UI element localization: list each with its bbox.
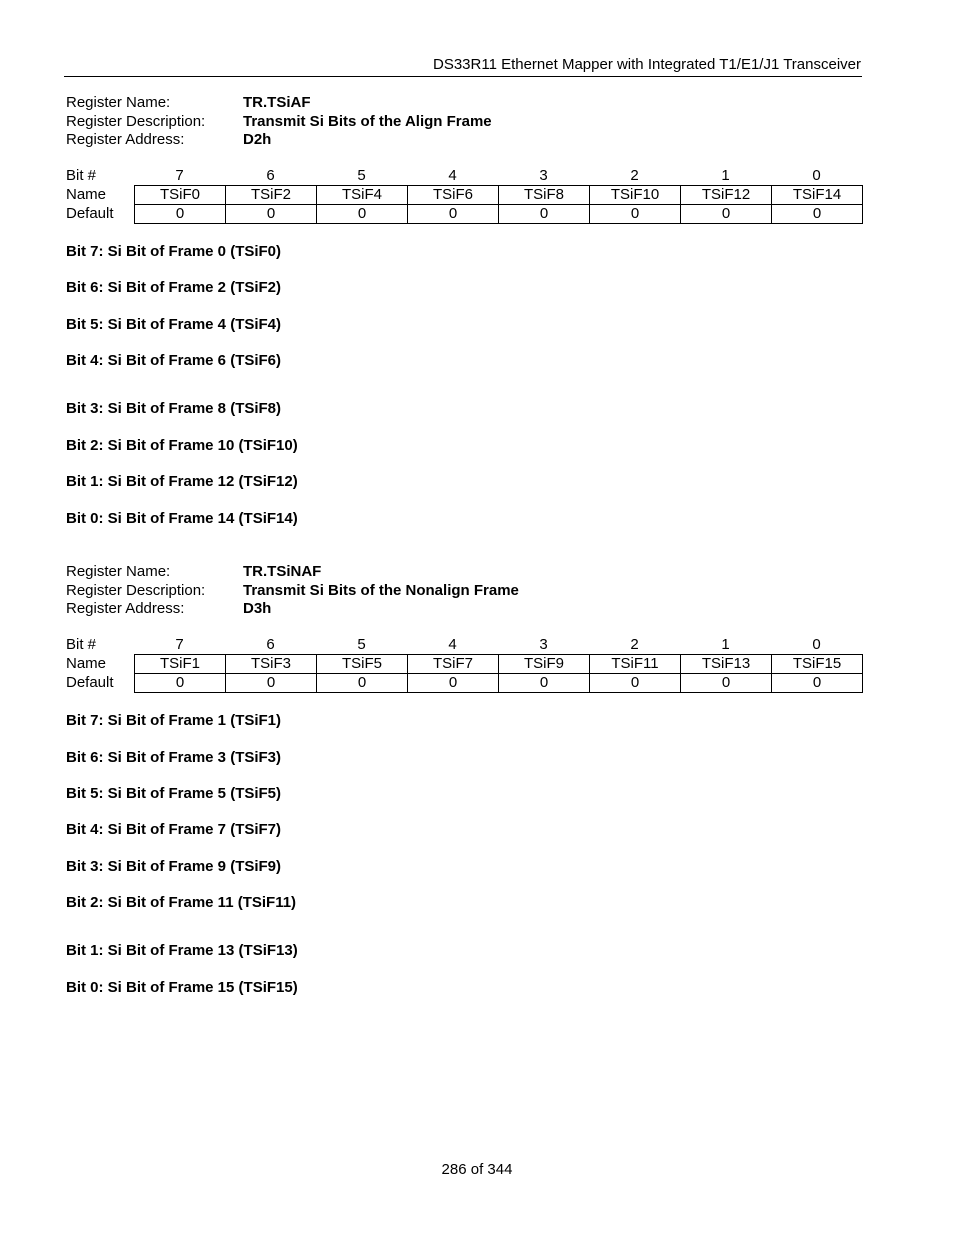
register-address-value: D3h (243, 600, 272, 617)
bit-number: 6 (266, 636, 275, 653)
default-value-cell: 0 (681, 205, 772, 224)
default-value-cell: 0 (135, 674, 226, 693)
name-row-label: Name (66, 186, 107, 203)
bit-number: 4 (448, 636, 457, 653)
register-bit-table (134, 185, 863, 224)
bit-name-cell: TSiF13 (681, 655, 772, 674)
bit-name-cell: TSiF5 (317, 655, 408, 674)
bit-number: 2 (630, 167, 639, 184)
default-row-label: Default (66, 205, 114, 222)
bit-name-row (135, 186, 863, 205)
bit-description: Bit 0: Si Bit of Frame 15 (TSiF15) (66, 979, 298, 996)
bit-number: 0 (812, 636, 821, 653)
default-value-cell: 0 (499, 674, 590, 693)
bit-name-cell: TSiF4 (317, 186, 408, 205)
default-value-cell: 0 (317, 674, 408, 693)
page-number: 286 of 344 (441, 1161, 513, 1178)
bit-name-cell: TSiF15 (772, 655, 863, 674)
bit-number: 1 (721, 636, 730, 653)
header-divider (64, 76, 862, 77)
default-value-cell: 0 (226, 674, 317, 693)
bit-description: Bit 7: Si Bit of Frame 0 (TSiF0) (66, 243, 282, 260)
bit-description: Bit 3: Si Bit of Frame 9 (TSiF9) (66, 858, 282, 875)
bit-number: 3 (539, 167, 548, 184)
bit-name-cell: TSiF6 (408, 186, 499, 205)
default-value-cell: 0 (681, 674, 772, 693)
bit-number-row-label: Bit # (66, 636, 97, 653)
register-bit-table (134, 654, 863, 693)
register-name-label: Register Name: (66, 563, 171, 580)
bit-name-cell: TSiF3 (226, 655, 317, 674)
bit-description: Bit 7: Si Bit of Frame 1 (TSiF1) (66, 712, 282, 729)
bit-name-cell: TSiF14 (772, 186, 863, 205)
bit-number: 3 (539, 636, 548, 653)
bit-name-cell: TSiF2 (226, 186, 317, 205)
default-value-cell: 0 (590, 674, 681, 693)
bit-name-cell: TSiF9 (499, 655, 590, 674)
default-value-cell: 0 (317, 205, 408, 224)
default-value-cell: 0 (499, 205, 590, 224)
default-value-cell: 0 (772, 205, 863, 224)
default-value-cell: 0 (135, 205, 226, 224)
bit-number: 1 (721, 167, 730, 184)
default-value-cell: 0 (590, 205, 681, 224)
register-description-value: Transmit Si Bits of the Align Frame (243, 113, 492, 130)
default-row-label: Default (66, 674, 114, 691)
bit-number: 4 (448, 167, 457, 184)
bit-number: 7 (175, 636, 184, 653)
bit-description: Bit 4: Si Bit of Frame 7 (TSiF7) (66, 821, 282, 838)
bit-number: 5 (357, 167, 366, 184)
register-name-value: TR.TSiNAF (243, 563, 322, 580)
bit-description: Bit 5: Si Bit of Frame 4 (TSiF4) (66, 316, 282, 333)
default-value-cell: 0 (772, 674, 863, 693)
register-description-label: Register Description: (66, 113, 206, 130)
default-value-cell: 0 (408, 674, 499, 693)
bit-name-row (135, 655, 863, 674)
bit-description: Bit 6: Si Bit of Frame 2 (TSiF2) (66, 279, 282, 296)
bit-description: Bit 0: Si Bit of Frame 14 (TSiF14) (66, 510, 298, 527)
bit-description: Bit 5: Si Bit of Frame 5 (TSiF5) (66, 785, 282, 802)
bit-description: Bit 2: Si Bit of Frame 11 (TSiF11) (66, 894, 297, 911)
bit-number-row-label: Bit # (66, 167, 97, 184)
register-description-label: Register Description: (66, 582, 206, 599)
bit-name-cell: TSiF12 (681, 186, 772, 205)
bit-description: Bit 4: Si Bit of Frame 6 (TSiF6) (66, 352, 282, 369)
bit-number: 7 (175, 167, 184, 184)
bit-description: Bit 1: Si Bit of Frame 12 (TSiF12) (66, 473, 298, 490)
default-value-row (135, 205, 863, 224)
bit-description: Bit 3: Si Bit of Frame 8 (TSiF8) (66, 400, 282, 417)
bit-number: 5 (357, 636, 366, 653)
default-value-cell: 0 (226, 205, 317, 224)
register-address-label: Register Address: (66, 600, 185, 617)
bit-name-cell: TSiF1 (135, 655, 226, 674)
document-header-title: DS33R11 Ethernet Mapper with Integrated T1/E1/J1 Transceiver (432, 56, 861, 73)
bit-description: Bit 2: Si Bit of Frame 10 (TSiF10) (66, 437, 298, 454)
register-address-value: D2h (243, 131, 272, 148)
default-value-row (135, 674, 863, 693)
register-name-value: TR.TSiAF (243, 94, 311, 111)
register-description-value: Transmit Si Bits of the Nonalign Frame (243, 582, 519, 599)
register-name-label: Register Name: (66, 94, 171, 111)
bit-name-cell: TSiF10 (590, 186, 681, 205)
bit-number: 2 (630, 636, 639, 653)
bit-name-cell: TSiF7 (408, 655, 499, 674)
bit-number: 6 (266, 167, 275, 184)
bit-description: Bit 1: Si Bit of Frame 13 (TSiF13) (66, 942, 298, 959)
bit-number: 0 (812, 167, 821, 184)
bit-name-cell: TSiF8 (499, 186, 590, 205)
register-address-label: Register Address: (66, 131, 185, 148)
default-value-cell: 0 (408, 205, 499, 224)
bit-name-cell: TSiF0 (135, 186, 226, 205)
name-row-label: Name (66, 655, 107, 672)
bit-name-cell: TSiF11 (590, 655, 681, 674)
bit-description: Bit 6: Si Bit of Frame 3 (TSiF3) (66, 749, 282, 766)
